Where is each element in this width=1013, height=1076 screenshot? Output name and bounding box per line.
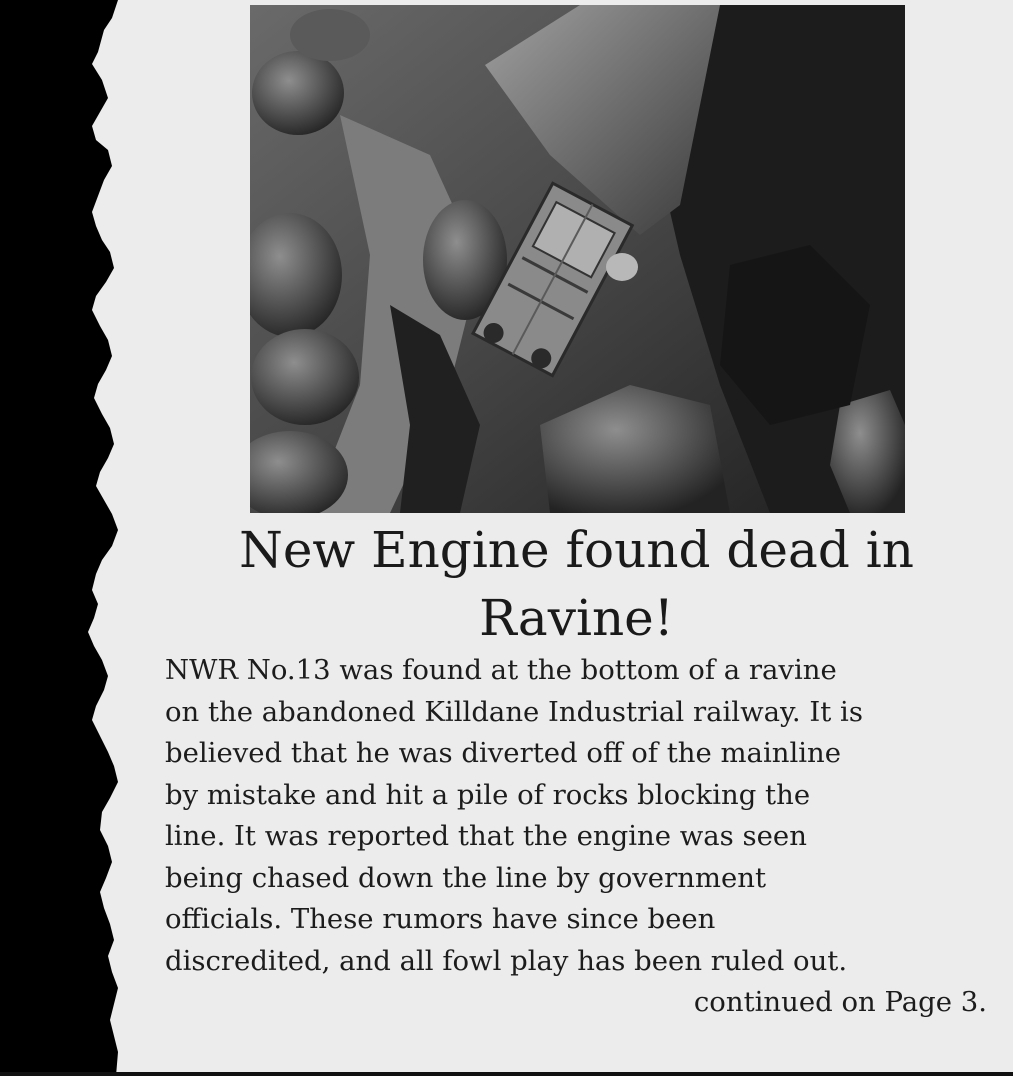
body-line: being chased down the line by government: [165, 861, 767, 894]
crashed-engine-photo: [250, 5, 905, 513]
body-line: discredited, and all fowl play has been ruled out.: [165, 944, 848, 977]
torn-paper-edge: [0, 0, 140, 1076]
headline-line: New Engine found dead in: [239, 521, 914, 579]
body-line: believed that he was diverted off of the mainline: [165, 737, 842, 769]
body-line: on the abandoned Killdane Industrial railway. It is: [165, 695, 863, 728]
headline-line: Ravine!: [479, 589, 674, 647]
body-line: officials. These rumors have since been: [165, 903, 716, 935]
article-body: [165, 650, 1005, 982]
body-line: NWR No.13 was found at the bottom of a ravine: [165, 654, 837, 686]
body-line: line. It was reported that the engine was seen: [165, 820, 807, 852]
headline: [140, 516, 1013, 652]
continued-note: continued on Page 3.: [693, 986, 987, 1018]
body-line: by mistake and hit a pile of rocks blocking the: [165, 778, 811, 811]
page-bottom-border: [0, 1072, 1013, 1076]
